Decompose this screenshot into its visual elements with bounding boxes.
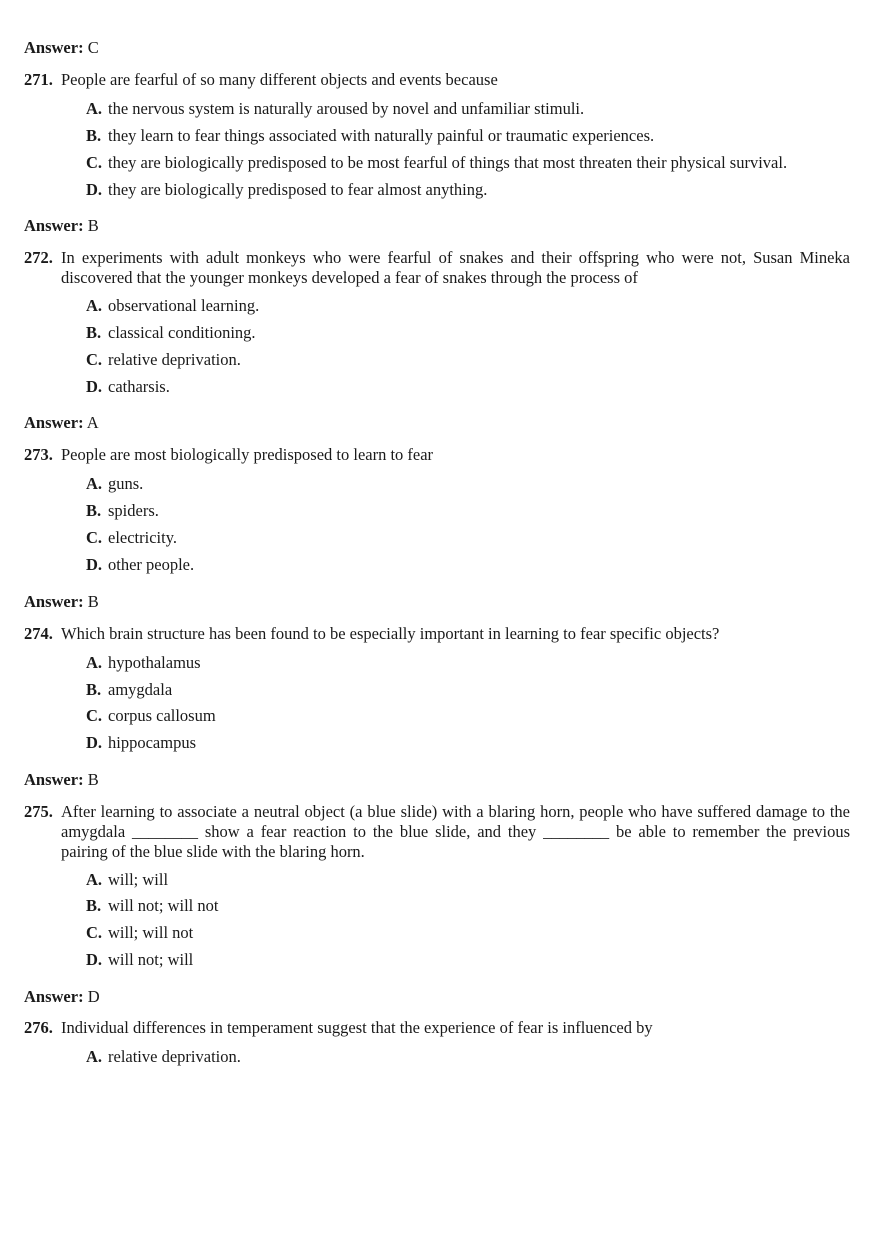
option-letter: C. bbox=[86, 706, 103, 725]
option-letter: A. bbox=[86, 296, 103, 315]
question-272 bbox=[24, 248, 850, 288]
question-stem: People are fearful of so many different objects and events because bbox=[61, 70, 498, 89]
answer-line bbox=[24, 216, 99, 236]
option-letter: B. bbox=[86, 323, 102, 342]
option-b bbox=[86, 501, 159, 521]
option-letter: C. bbox=[86, 923, 103, 942]
option-a bbox=[86, 653, 201, 673]
question-number: 275. bbox=[24, 802, 53, 821]
answer-line bbox=[24, 38, 99, 58]
option-d bbox=[86, 950, 193, 970]
answer-label: Answer: bbox=[24, 770, 84, 789]
option-d bbox=[86, 733, 196, 753]
answer-label: Answer: bbox=[24, 987, 84, 1006]
answer-label: Answer: bbox=[24, 216, 84, 235]
option-d bbox=[86, 377, 170, 397]
answer-line bbox=[24, 770, 99, 790]
option-letter: A. bbox=[86, 474, 103, 493]
option-a bbox=[86, 1047, 241, 1067]
question-stem: After learning to associate a neutral object (a blue slide) with a blaring horn, people who have suffered damage to the amygdala ________ show a fear reaction to the blue slide, and they ________ be able to remember the previous pairing of the blue slide with the blaring horn. bbox=[61, 802, 850, 861]
option-letter: A. bbox=[86, 99, 103, 118]
option-b bbox=[86, 680, 172, 700]
option-letter: A. bbox=[86, 870, 103, 889]
option-letter: A. bbox=[86, 1047, 103, 1066]
answer-value: B bbox=[87, 770, 99, 789]
question-number: 273. bbox=[24, 445, 53, 464]
option-c bbox=[86, 528, 177, 548]
option-d bbox=[86, 180, 487, 200]
option-text: hippocampus bbox=[108, 733, 196, 752]
option-letter: B. bbox=[86, 680, 102, 699]
option-letter: D. bbox=[86, 733, 103, 752]
option-text: will not; will bbox=[108, 950, 194, 969]
option-text: hypothalamus bbox=[108, 653, 201, 672]
answer-value: A bbox=[86, 413, 99, 432]
option-c bbox=[86, 706, 216, 726]
answer-label: Answer: bbox=[24, 38, 84, 57]
option-text: catharsis. bbox=[108, 377, 170, 396]
option-text: other people. bbox=[108, 555, 195, 574]
option-c bbox=[86, 923, 193, 943]
option-text: spiders. bbox=[108, 501, 159, 520]
answer-line bbox=[24, 987, 100, 1007]
answer-line bbox=[24, 592, 99, 612]
option-a bbox=[86, 99, 584, 119]
answer-value: B bbox=[87, 592, 99, 611]
option-b bbox=[86, 126, 654, 146]
option-b bbox=[86, 896, 218, 916]
option-d bbox=[86, 555, 194, 575]
option-letter: B. bbox=[86, 896, 102, 915]
answer-value: C bbox=[87, 38, 99, 57]
option-text: will; will not bbox=[108, 923, 194, 942]
option-text: amygdala bbox=[108, 680, 173, 699]
question-276 bbox=[24, 1018, 850, 1038]
option-text: they are biologically predisposed to fear almost anything. bbox=[108, 180, 488, 199]
answer-line bbox=[24, 413, 99, 433]
answer-value: B bbox=[87, 216, 99, 235]
option-b bbox=[86, 323, 256, 343]
option-letter: C. bbox=[86, 528, 103, 547]
question-stem: People are most biologically predisposed to learn to fear bbox=[61, 445, 434, 464]
option-a bbox=[86, 870, 168, 890]
option-letter: D. bbox=[86, 950, 103, 969]
answer-label: Answer: bbox=[24, 413, 84, 432]
question-number: 276. bbox=[24, 1018, 53, 1037]
question-275 bbox=[24, 802, 850, 862]
option-text: will; will bbox=[108, 870, 169, 889]
question-number: 272. bbox=[24, 248, 53, 267]
option-text: guns. bbox=[108, 474, 144, 493]
question-stem: In experiments with adult monkeys who were fearful of snakes and their offspring who were not, Susan Mineka discovered that the younger monkeys developed a fear of snakes through the process of bbox=[61, 248, 850, 287]
option-text: the nervous system is naturally aroused by novel and unfamiliar stimuli. bbox=[108, 99, 585, 118]
option-text: observational learning. bbox=[108, 296, 260, 315]
option-letter: C. bbox=[86, 350, 103, 369]
question-stem: Individual differences in temperament suggest that the experience of fear is influenced by bbox=[61, 1018, 653, 1037]
option-text: electricity. bbox=[108, 528, 178, 547]
question-number: 274. bbox=[24, 624, 53, 643]
option-letter: D. bbox=[86, 180, 103, 199]
option-text: will not; will not bbox=[108, 896, 219, 915]
answer-value: D bbox=[87, 987, 100, 1006]
question-274 bbox=[24, 624, 850, 644]
option-c bbox=[86, 153, 787, 173]
answer-label: Answer: bbox=[24, 592, 84, 611]
question-271 bbox=[24, 70, 850, 90]
option-letter: B. bbox=[86, 126, 102, 145]
option-text: they learn to fear things associated with naturally painful or traumatic experiences. bbox=[108, 126, 655, 145]
question-number: 271. bbox=[24, 70, 53, 89]
option-text: classical conditioning. bbox=[108, 323, 256, 342]
question-273 bbox=[24, 445, 850, 465]
option-text: corpus callosum bbox=[108, 706, 216, 725]
option-text: relative deprivation. bbox=[108, 350, 241, 369]
option-c bbox=[86, 350, 241, 370]
option-text: they are biologically predisposed to be most fearful of things that most threaten their physical survival. bbox=[108, 153, 788, 172]
option-letter: D. bbox=[86, 555, 103, 574]
option-text: relative deprivation. bbox=[108, 1047, 241, 1066]
option-letter: D. bbox=[86, 377, 103, 396]
option-letter: B. bbox=[86, 501, 102, 520]
question-stem: Which brain structure has been found to be especially important in learning to fear specific objects? bbox=[61, 624, 720, 643]
option-letter: A. bbox=[86, 653, 103, 672]
option-letter: C. bbox=[86, 153, 103, 172]
option-a bbox=[86, 296, 259, 316]
option-a bbox=[86, 474, 143, 494]
